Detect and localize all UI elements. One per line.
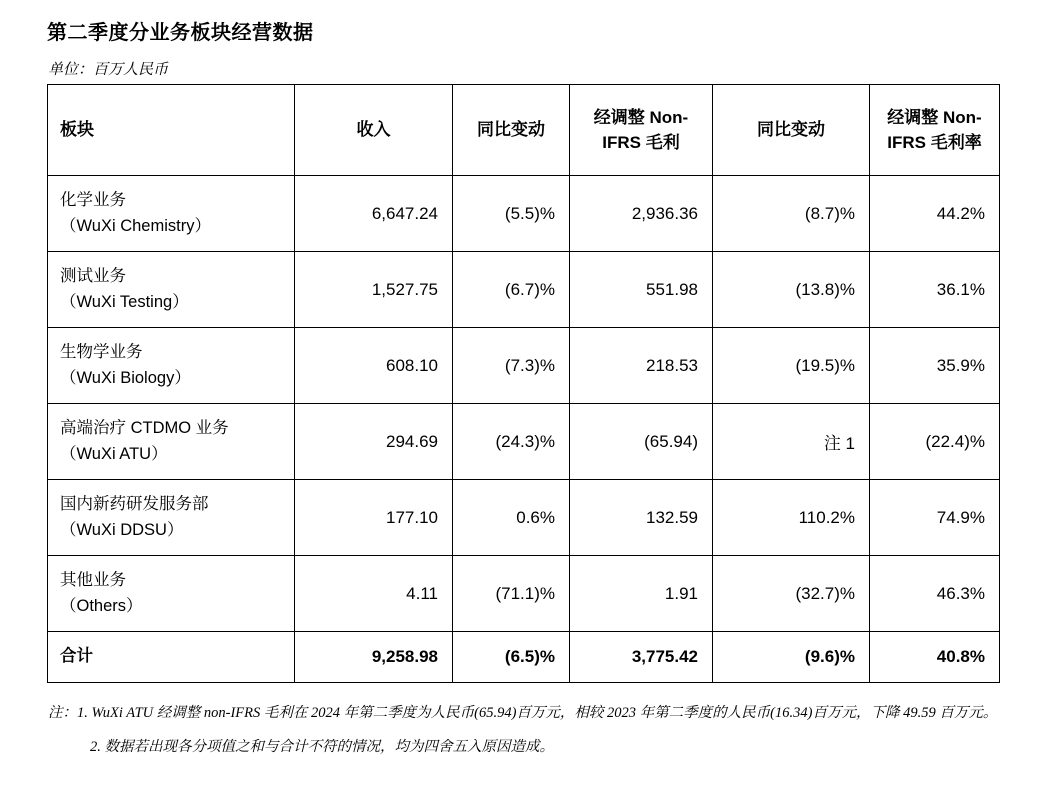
table-row xyxy=(48,176,1000,252)
row-gross-profit: 551.98 xyxy=(570,252,713,328)
table-total-row xyxy=(48,632,1000,683)
row-revenue-yoy: (71.1)% xyxy=(453,556,570,632)
footnotes xyxy=(48,700,1008,760)
table-header-row xyxy=(48,85,1000,176)
footnote-1: 注：1. WuXi ATU 经调整 non-IFRS 毛利在 2024 年第二季度为人民币(65.94)百万元，相较 2023 年第二季度的人民币(16.34)百万元，下降 49.59 百万元。 xyxy=(48,705,998,721)
row-gross-profit-yoy: (13.8)% xyxy=(713,252,870,328)
row-segment-name xyxy=(48,404,295,480)
row-gross-profit: 132.59 xyxy=(570,480,713,556)
total-revenue: 9,258.98 xyxy=(295,632,453,683)
segment-performance-table xyxy=(47,84,1000,683)
column-header-revenue-yoy: 同比变动 xyxy=(453,85,570,176)
row-gross-profit-yoy: 注 1 xyxy=(713,404,870,480)
row-gross-profit-yoy: (8.7)% xyxy=(713,176,870,252)
row-revenue: 6,647.24 xyxy=(295,176,453,252)
table-header xyxy=(48,85,1000,176)
table-row xyxy=(48,328,1000,404)
row-segment-name xyxy=(48,252,295,328)
row-revenue: 1,527.75 xyxy=(295,252,453,328)
row-gross-margin: 36.1% xyxy=(870,252,1000,328)
table-row xyxy=(48,404,1000,480)
segment-name-en: （WuXi Testing） xyxy=(60,292,189,311)
total-gross-margin: 40.8% xyxy=(870,632,1000,683)
row-gross-profit-yoy: 110.2% xyxy=(713,480,870,556)
column-header-gross-margin: 经调整 Non-IFRS 毛利率 xyxy=(870,85,1000,176)
page-title: 第二季度分业务板块经营数据 xyxy=(47,22,314,44)
segment-name-en: （WuXi DDSU） xyxy=(60,520,184,539)
segment-name-en: （WuXi Chemistry） xyxy=(60,216,211,235)
row-revenue-yoy: (7.3)% xyxy=(453,328,570,404)
row-segment-name xyxy=(48,556,295,632)
table-row xyxy=(48,252,1000,328)
row-gross-margin: 44.2% xyxy=(870,176,1000,252)
row-revenue: 177.10 xyxy=(295,480,453,556)
row-revenue-yoy: (24.3)% xyxy=(453,404,570,480)
segment-name-en: （WuXi ATU） xyxy=(60,444,168,463)
row-gross-profit: (65.94) xyxy=(570,404,713,480)
footnote-2: 2. 数据若出现各分项值之和与合计不符的情况，均为四舍五入原因造成。 xyxy=(90,739,554,756)
row-gross-profit: 1.91 xyxy=(570,556,713,632)
segment-name-cn: 其他业务 xyxy=(60,570,126,589)
row-revenue: 608.10 xyxy=(295,328,453,404)
segment-name-cn: 高端治疗 CTDMO 业务 xyxy=(60,418,229,437)
table-row xyxy=(48,556,1000,632)
row-gross-margin: 74.9% xyxy=(870,480,1000,556)
row-segment-name xyxy=(48,480,295,556)
column-header-gross-profit-yoy: 同比变动 xyxy=(713,85,870,176)
row-gross-margin: 35.9% xyxy=(870,328,1000,404)
total-revenue-yoy: (6.5)% xyxy=(453,632,570,683)
row-revenue: 4.11 xyxy=(295,556,453,632)
segment-name-cn: 生物学业务 xyxy=(60,342,143,361)
segment-name-cn: 测试业务 xyxy=(60,266,126,285)
segment-name-cn: 化学业务 xyxy=(60,190,126,209)
total-label: 合计 xyxy=(48,632,295,683)
unit-label: 单位：百万人民币 xyxy=(48,62,169,78)
total-gross-profit-yoy: (9.6)% xyxy=(713,632,870,683)
row-gross-profit: 218.53 xyxy=(570,328,713,404)
table-body xyxy=(48,176,1000,683)
row-segment-name xyxy=(48,328,295,404)
row-gross-margin: (22.4)% xyxy=(870,404,1000,480)
row-revenue-yoy: (5.5)% xyxy=(453,176,570,252)
row-revenue-yoy: (6.7)% xyxy=(453,252,570,328)
column-header-gross-profit: 经调整 Non-IFRS 毛利 xyxy=(570,85,713,176)
row-revenue-yoy: 0.6% xyxy=(453,480,570,556)
column-header-revenue: 收入 xyxy=(295,85,453,176)
row-segment-name xyxy=(48,176,295,252)
row-gross-profit: 2,936.36 xyxy=(570,176,713,252)
row-gross-profit-yoy: (19.5)% xyxy=(713,328,870,404)
total-gross-profit: 3,775.42 xyxy=(570,632,713,683)
column-header-segment: 板块 xyxy=(48,85,295,176)
table-row xyxy=(48,480,1000,556)
row-gross-profit-yoy: (32.7)% xyxy=(713,556,870,632)
segment-name-en: （WuXi Biology） xyxy=(60,368,191,387)
row-gross-margin: 46.3% xyxy=(870,556,1000,632)
segment-name-cn: 国内新药研发服务部 xyxy=(60,494,209,513)
segment-name-en: （Others） xyxy=(60,596,143,615)
row-revenue: 294.69 xyxy=(295,404,453,480)
